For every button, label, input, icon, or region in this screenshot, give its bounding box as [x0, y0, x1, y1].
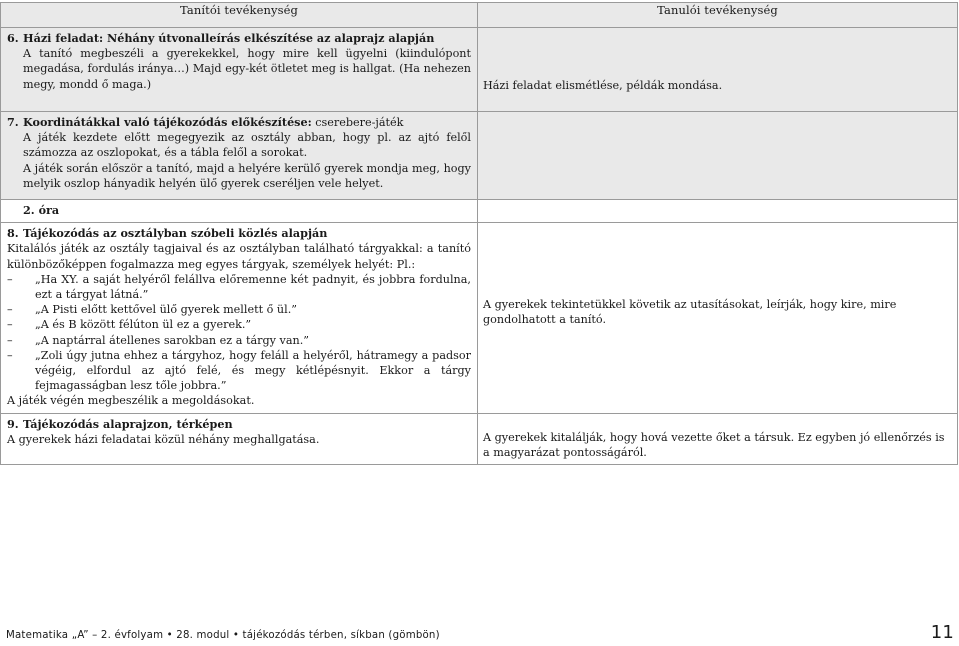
row-6-number: 6. [7, 31, 19, 45]
page-footer [6, 622, 954, 643]
row-9-number: 9. [7, 416, 19, 431]
list-item: – „A naptárral átellenes sarokban ez a tárgy van.” [7, 333, 471, 348]
row-9-teacher [1, 413, 478, 464]
row-7-student [478, 112, 958, 200]
row-7-number: 7. [7, 115, 19, 129]
teacher-activity-header: Tanítói tevékenység [1, 3, 478, 28]
lesson-2-label: 2. óra [23, 203, 60, 217]
row-6-teacher [1, 28, 478, 112]
lesson-2-row [1, 200, 478, 223]
list-item: – „A Pisti előtt kettővel ülő gyerek mellett ő ül.” [7, 302, 471, 317]
list-item: – „A és B között félúton ül ez a gyerek.” [7, 317, 471, 332]
student-activity-header: Tanulói tevékenység [478, 3, 958, 28]
row-9-student-text: A gyerekek kitalálják, hogy hová vezette őket a társuk. Ez egyben jó ellenőrzés is a magyarázat pontosságáról. [483, 430, 945, 459]
page-number: 11 [930, 622, 954, 643]
row-8-item-1: „Ha XY. a saját helyéről felállva előremenne két padnyit, és jobbra fordulna, ezt a tárgyat látná.” [35, 272, 471, 302]
lesson-2-student [478, 200, 958, 223]
row-7-line-2: A játék során először a tanító, majd a helyére kerülő gyerek mondja meg, hogy melyik oszlop hányadik helyén ülő gyerek cseréljen vele helyet. [23, 161, 471, 190]
row-7-title: Koordinátákkal való tájékozódás előkészítése: [23, 115, 312, 129]
row-8-title: Tájékozódás az osztályban szóbeli közlés alapján [23, 226, 328, 241]
row-8-teacher [1, 223, 478, 413]
row-8-item-4: „A naptárral átellenes sarokban ez a tárgy van.” [35, 333, 310, 347]
list-item: – „Ha XY. a saját helyéről felállva előremenne két padnyit, és jobbra fordulna, ezt a tárgyat látná.” [7, 272, 471, 302]
row-6-student-text: Házi feladat elismétlése, példák mondása. [483, 79, 723, 92]
row-8-student [478, 223, 958, 413]
row-9-title: Tájékozódás alaprajzon, térképen [23, 416, 233, 431]
row-8-outro: A játék végén megbeszélik a megoldásokat. [7, 394, 255, 408]
footer-text: Matematika „A” – 2. évfolyam • 28. modul • tájékozódás térben, síkban (gömbön) [6, 630, 440, 641]
row-8-student-text: A gyerekek tekintetükkel követik az utasításokat, leírják, hogy kire, mire gondolhatott a tanító. [483, 298, 897, 327]
row-7-line-1: A játék kezdete előtt megegyezik az osztály abban, hogy pl. az ajtó felől számozza az oszlopokat, és a tábla felől a sorokat. [23, 131, 471, 160]
row-9-text: A gyerekek házi feladatai közül néhány meghallgatása. [7, 432, 320, 446]
list-item: – „Zoli úgy jutna ehhez a tárgyhoz, hogy feláll a helyéről, hátramegy a padsor végéig, elfordul az ajtó felé, és megy kétlépésnyit. Ekkor a tárgy fejmagasságban lesz tőle jobbra.” [7, 348, 471, 393]
lesson-plan-table [0, 2, 958, 465]
row-7-title-rest: cserebere-játék [311, 116, 404, 129]
row-8-item-2: „A Pisti előtt kettővel ülő gyerek mellett ő ül.” [35, 303, 297, 317]
row-8-number: 8. [7, 226, 19, 241]
row-7-teacher [1, 112, 478, 200]
row-6-text: A tanító megbeszéli a gyerekekkel, hogy mire kell ügyelni (kiindulópont megadása, fordulás iránya…) Majd egy-két ötletet meg is hallgat. (Ha nehezen megy, mondd ő maga.) [23, 47, 471, 91]
row-8-item-3: „A és B között félúton ül ez a gyerek.” [35, 318, 252, 332]
row-6-student [478, 28, 958, 112]
row-9-student [478, 413, 958, 464]
row-6-title: Házi feladat: Néhány útvonalleírás elkészítése az alaprajz alapján [23, 31, 435, 45]
row-8-intro: Kitalálós játék az osztály tagjaival és az osztályban található tárgyakkal: a tanító különbözőképpen fogalmazza meg egyes tárgyak, személyek helyét: Pl.: [7, 242, 471, 271]
row-8-item-5: „Zoli úgy jutna ehhez a tárgyhoz, hogy feláll a helyéről, hátramegy a padsor végéig, elfordul az ajtó felé, és megy kétlépésnyit. Ekkor a tárgy fejmagasságban lesz tőle jobbra.” [35, 348, 471, 393]
